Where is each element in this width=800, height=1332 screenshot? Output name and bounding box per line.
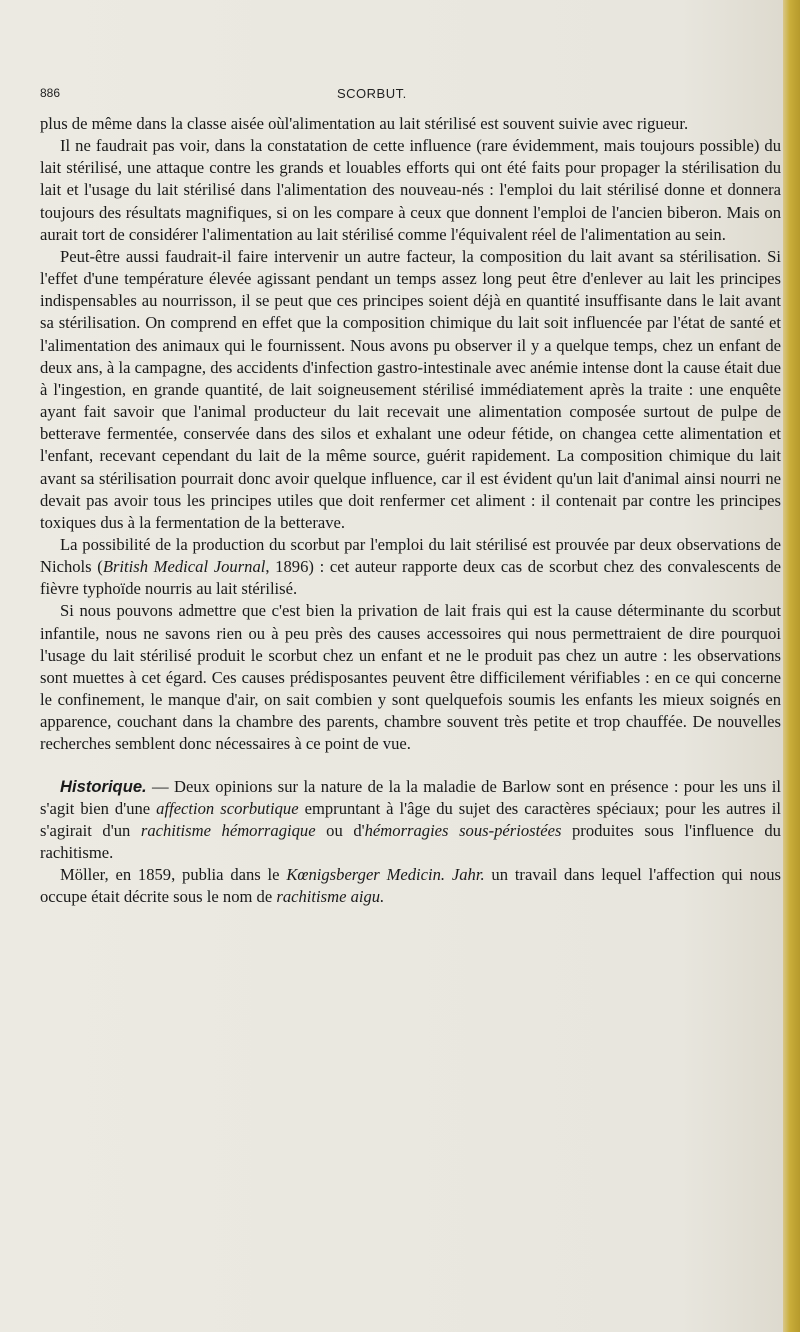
- section-heading: Historique.: [60, 776, 147, 796]
- text-run: , 1896) : cet auteur rapporte deux cas de scorbut chez des convalescents de fièvre typhoïde nourris au lait stérilisé.: [40, 557, 782, 599]
- paragraph-historique: [40, 776, 781, 865]
- text-run: ou d': [315, 820, 365, 840]
- page-edge: [783, 0, 800, 1332]
- body-text: [40, 113, 781, 908]
- paragraph-moller: [40, 864, 781, 908]
- page-number: 886: [40, 86, 61, 100]
- italic-term: hémorragies sous-périostées: [364, 820, 562, 840]
- paragraph-milk-composition: Peut-être aussi faudrait-il faire intervenir un autre facteur, la composition du lait avant sa stérilisation. Si l'effet d'une température élevée agissant pendant un temps assez long peut être d'enlever au lait les principes indispensables au nourrisson, il se peut que ces principes soient déjà en quantité insuffisante dans le lait avant sa stérilisation. On comprend en effet que la composition chimique du lait soit influencée par l'état de santé et l'alimentation des animaux qui le fournissent. Nous avons pu observer il y a quelque temps, chez un enfant de deux ans, à la campagne, des accidents d'infection gastro-intestinale avec anémie intense dont la cause était due à l'ingestion, en grande quantité, de lait soigneusement stérilisé immédiatement après la traite : une enquête ayant fait savoir que l'animal producteur du lait recevait une alimentation composée surtout de pulpe de betterave fermentée, conservée dans des silos et exhalant une odeur fétide, on changea cette alimentation et l'enfant, recevant cependant du lait de la même source, guérit rapidement. La composition chimique du lait avant sa stérilisation pourrait donc avoir quelque influence, car il est évident qu'un lait d'animal ainsi nourri ne devait pas avoir tous les principes utiles que doit renfermer cet aliment : il contenait par contre les principes toxiques dus à la fermentation de la betterave.: [40, 246, 781, 532]
- journal-title: Kœnigsberger Medicin. Jahr.: [286, 865, 485, 885]
- italic-term: affection scorbutique: [156, 798, 299, 818]
- text-run: un travail dans lequel l'affection qui nous occupe était décrite sous le nom de: [40, 865, 782, 907]
- text-run: Möller, en 1859, publia dans le: [60, 865, 287, 885]
- text-run: produites sous l'influence du rachitisme.: [40, 820, 781, 862]
- running-title: SCORBUT.: [337, 86, 407, 101]
- italic-term: rachitisme hémorragique: [140, 820, 316, 840]
- text-run: — Deux opinions sur la nature de la la maladie de Barlow sont en présence : pour les uns il s'agit bien d'une: [40, 776, 781, 818]
- text-run: empruntant à l'âge du sujet des caractères spéciaux; pour les autres il s'agirait d'un: [40, 798, 781, 840]
- page-header: [40, 86, 460, 106]
- italic-term: rachitisme aigu.: [276, 887, 385, 907]
- journal-title: British Medical Journal: [102, 557, 266, 577]
- text-run: La possibilité de la production du scorbut par l'emploi du lait stérilisé est prouvée par deux observations de Nichols (: [40, 534, 781, 577]
- paragraph-nichols: [40, 534, 781, 600]
- paragraph-causes: Si nous pouvons admettre que c'est bien la privation de lait frais qui est la cause déterminante du scorbut infantile, nous ne savons rien ou à peu près des causes accessoires qui nous permettraient de dire pourquoi l'usage du lait stérilisé produit le scorbut chez un enfant et ne le produit pas chez un autre : les observations sont muettes à cet égard. Ces causes prédisposantes peuvent être difficilement vérifiables : en ce qui concerne le confinement, le manque d'air, on sait combien y sont quelquefois soumis les enfants les mieux soignés en apparence, couchant dans la chambre des parents, chambre souvent très petite et trop chauffée. De nouvelles recherches semblent donc nécessaires à ce point de vue.: [40, 601, 781, 754]
- paragraph-influence: Il ne faudrait pas voir, dans la constatation de cette influence (rare évidemment, mais toujours possible) du lait stérilisé, une attaque contre les grands et louables efforts qui ont été faits pour propager la stérilisation du lait et l'usage du lait stérilisé dans l'alimentation des nouveau-nés : l'emploi du lait stérilisé donne et donnera toujours des résultats magnifiques, si on les compare à ceux que donnent l'emploi de l'ancien biberon. Mais on aurait tort de considérer l'alimentation au lait stérilisé comme l'équivalent réel de l'alimentation au sein.: [40, 136, 781, 244]
- paragraph-continuation: plus de même dans la classe aisée oùl'alimentation au lait stérilisé est souvent suivie avec rigueur.: [40, 114, 689, 133]
